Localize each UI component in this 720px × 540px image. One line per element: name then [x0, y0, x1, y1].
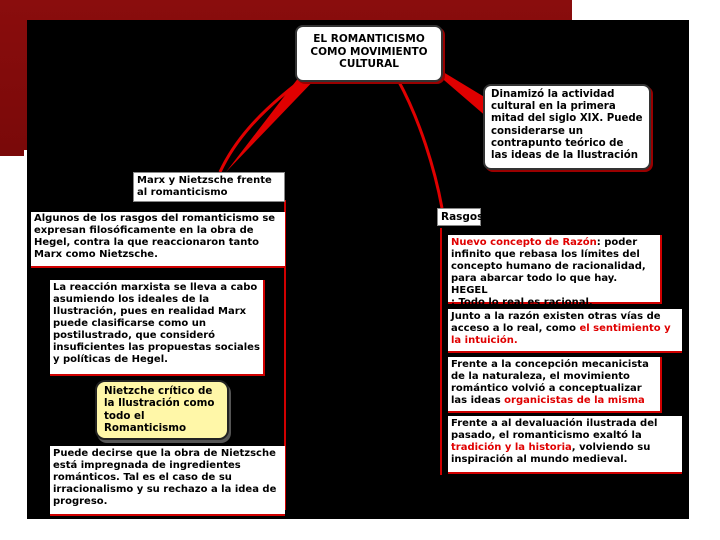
- rasgo-item-4: [448, 416, 682, 474]
- rasgos-label: [437, 208, 484, 226]
- left-branch-label: [133, 172, 285, 202]
- nietzsche-callout: [95, 380, 229, 440]
- rasgo-item-1-text2: : Todo lo real es racional.: [451, 297, 593, 308]
- rasgo-item-3-text: Frente a la concepción mecanicista de la naturaleza, el movimiento romántico volvió a conceptualizar las ideas: [451, 359, 649, 406]
- rasgo-item-3-highlight: organicistas de la misma: [504, 395, 645, 406]
- title-node: [295, 25, 443, 82]
- rasgo-item-3: [448, 357, 662, 413]
- rasgos-label-text: Rasgos: [441, 211, 484, 223]
- rasgo-item-2-text: Junto a la razón existen otras vías de acceso a lo real, como: [451, 311, 661, 334]
- rasgo-item-4-highlight: tradición y la historia: [451, 442, 572, 453]
- left-intro: [31, 212, 285, 268]
- marx-paragraph-text: La reacción marxista se lleva a cabo asumiendo los ideales de la Ilustración, pues en realidad Marx puede clasificarse como un postilustrado, que consideró insuficientes las propuestas sociales y políticas de Hegel.: [53, 282, 260, 365]
- rasgo-item-2: [448, 309, 682, 353]
- rasgo-item-4-text: Frente a al devaluación ilustrada del pasado, el romanticismo exaltó la: [451, 418, 658, 441]
- rasgo-item-1: [448, 235, 662, 308]
- left-branch-label-text: Marx y Nietzsche frente al romanticismo: [137, 175, 272, 198]
- marx-paragraph: [50, 280, 265, 376]
- top-right-note: [483, 84, 651, 170]
- rasgo-item-2-highlight: el sentimiento y la intuición.: [451, 323, 671, 346]
- nietzsche-paragraph-text: Puede decirse que la obra de Nietzsche está impregnada de ingredientes románticos. Tal es el caso de su irracionalismo y su rechazo a la idea de progreso.: [53, 448, 277, 507]
- title-text: EL ROMANTICISMO COMO MOVIMIENTO CULTURAL: [310, 33, 428, 71]
- link-title-rasgos: [398, 80, 442, 208]
- nietzsche-callout-text: Nietzche crítico de la Ilustración como todo el Romanticismo: [104, 385, 215, 435]
- rasgo-item-4-text2: , volviendo su inspiración al mundo medieval.: [451, 442, 651, 465]
- rasgo-item-1-highlight: Nuevo concepto de Razón: [451, 237, 597, 248]
- rasgo-item-1-text: : poder infinito que rebasa los límites del concepto humano de racionalidad, para abarcar todo lo que hay. HEGEL: [451, 237, 646, 296]
- left-intro-text: Algunos de los rasgos del romanticismo se expresan filosóficamente en la obra de Hegel, contra la que reaccionaron tanto Marx como Nietzsche.: [34, 213, 276, 260]
- top-right-note-text: Dinamizó la actividad cultural en la primera mitad del siglo XIX. Puede considerarse un contrapunto teórico de las ideas de la Ilustración: [491, 89, 643, 162]
- link-title-left-tail: [226, 68, 320, 172]
- nietzsche-paragraph: [50, 446, 285, 516]
